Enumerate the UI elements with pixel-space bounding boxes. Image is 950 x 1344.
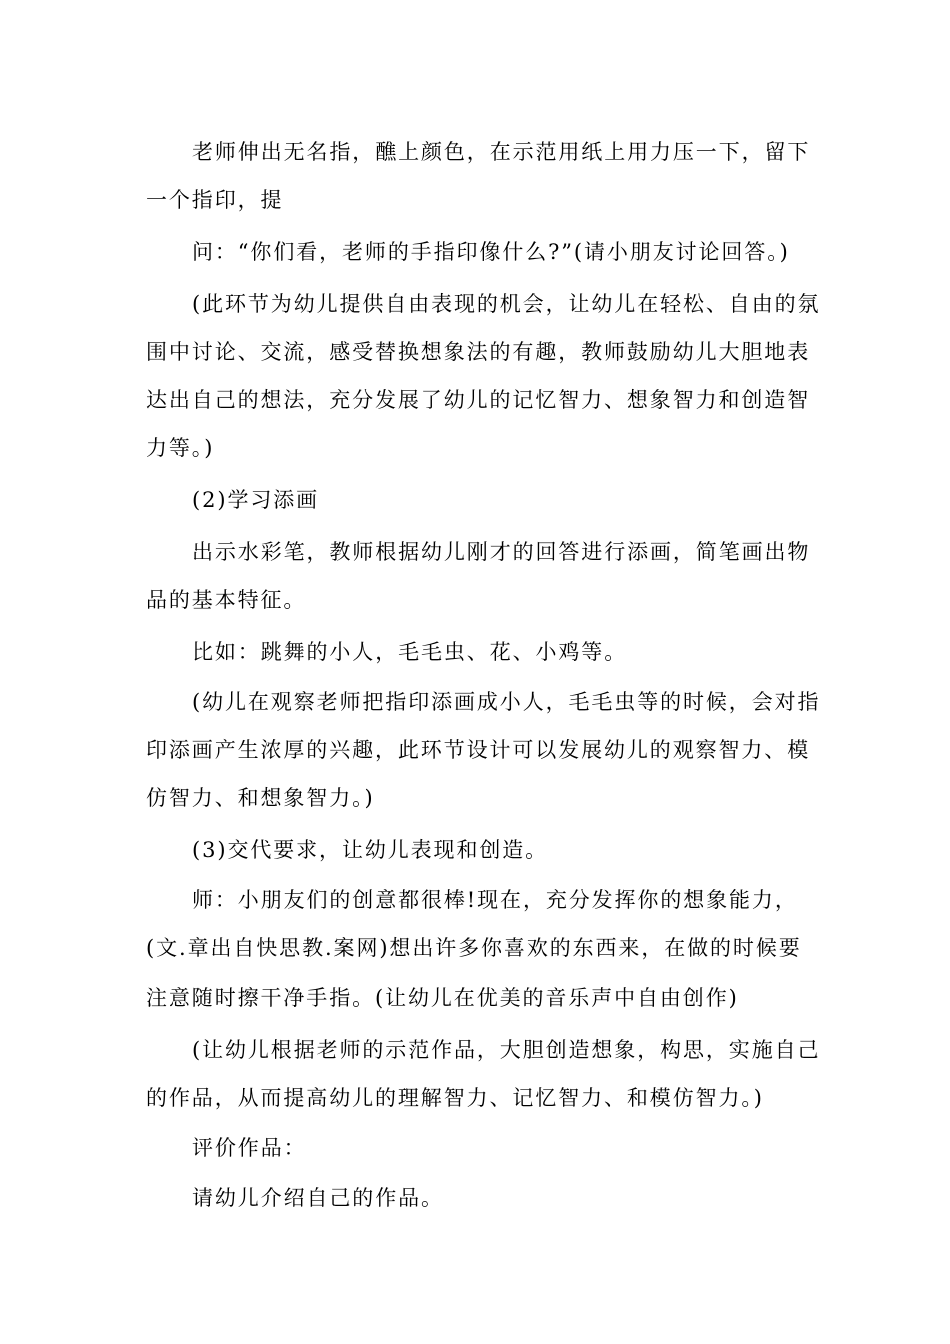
paragraph-3-line-2: 围中讨论、交流，感受替换想象法的有趣，教师鼓励幼儿大胆地表 — [146, 340, 811, 364]
paragraph-8-line-2: 的作品，从而提高幼儿的理解智力、记忆智力、和模仿智力。) — [146, 1086, 764, 1110]
paragraph-2-line-1: 问：“你们看，老师的手指印像什么?”(请小朋友讨论回答。) — [192, 240, 790, 264]
paragraph-4-line-1: 出示水彩笔，教师根据幼儿刚才的回答进行添画，简笔画出物 — [192, 540, 811, 564]
paragraph-6-line-3: 仿智力、和想象智力。) — [146, 786, 375, 810]
paragraph-7-line-3: 注意随时擦干净手指。(让幼儿在优美的音乐声中自由创作) — [146, 986, 739, 1010]
section-heading-3: (3)交代要求，让幼儿表现和创造。 — [192, 838, 549, 862]
paragraph-7-line-2: (文.章出自快思教.案网)想出许多你喜欢的东西来，在做的时候要 — [146, 936, 802, 960]
paragraph-1-line-2: 一个指印，提 — [146, 188, 284, 212]
paragraph-10-line-1: 请幼儿介绍自己的作品。 — [192, 1186, 444, 1210]
paragraph-1-line-1: 老师伸出无名指，醮上颜色，在示范用纸上用力压一下，留下 — [192, 140, 811, 164]
paragraph-4-line-2: 品的基本特征。 — [146, 588, 307, 612]
paragraph-6-line-1: (幼儿在观察老师把指印添画成小人，毛毛虫等的时候，会对指 — [192, 690, 821, 714]
paragraph-8-line-1: (让幼儿根据老师的示范作品，大胆创造想象，构思，实施自己 — [192, 1038, 821, 1062]
paragraph-3-line-4: 力等。) — [146, 436, 215, 460]
paragraph-5-line-1: 比如：跳舞的小人，毛毛虫、花、小鸡等。 — [192, 640, 628, 664]
paragraph-6-line-2: 印添画产生浓厚的兴趣，此环节设计可以发展幼儿的观察智力、模 — [146, 738, 811, 762]
paragraph-3-line-1: (此环节为幼儿提供自由表现的机会，让幼儿在轻松、自由的氛 — [192, 292, 821, 316]
section-heading-2: (2)学习添画 — [192, 488, 320, 512]
paragraph-3-line-3: 达出自己的想法，充分发展了幼儿的记忆智力、想象智力和创造智 — [146, 388, 811, 412]
paragraph-9-line-1: 评价作品： — [192, 1136, 307, 1160]
paragraph-7-line-1: 师：小朋友们的创意都很棒!现在，充分发挥你的想象能力， — [192, 888, 798, 912]
